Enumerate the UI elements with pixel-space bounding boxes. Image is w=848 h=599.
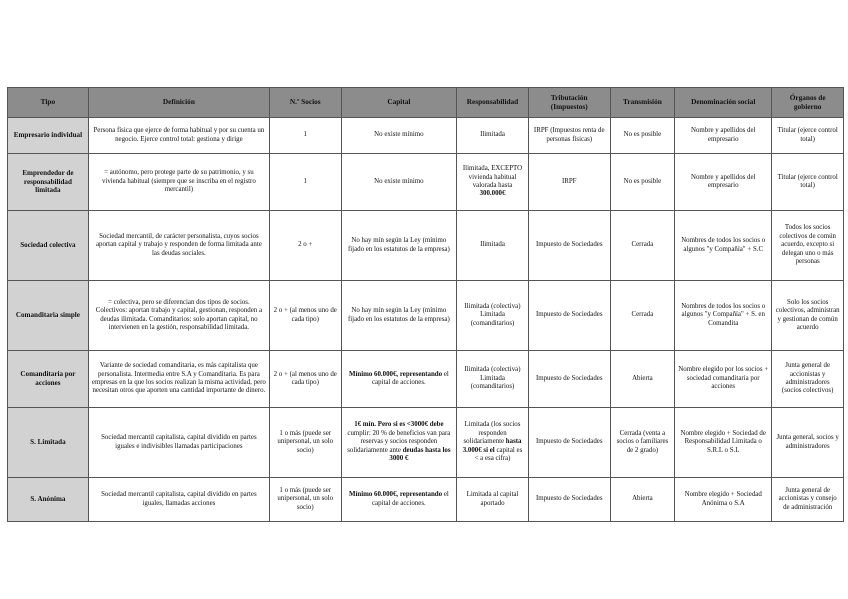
row-definicion: Sociedad mercantil, de carácter personalista, cuyos socios aportan capital y trabajo y responden de forma limitada ante las deudas sociales. <box>88 211 269 281</box>
responsabilidad-limit: 300.000€ <box>479 190 506 198</box>
row-responsabilidad <box>457 408 529 478</box>
capital-text: cumplir: 20 % de beneficios van para reservas y socios responden solidariamente ante <box>347 429 451 454</box>
row-socios: 1 o más (puede ser unipersonal, un solo socio) <box>269 478 341 522</box>
row-tributacion: Impuesto de Sociedades <box>528 408 610 478</box>
table-row <box>8 351 844 408</box>
row-denominacion: Nombre y apellidos del empresario <box>675 154 772 211</box>
row-transmision: Cerrada <box>610 281 674 351</box>
row-responsabilidad: Ilimitada <box>457 118 529 154</box>
header-denominacion: Denominación social <box>675 88 772 118</box>
row-organos: Junta general de accionistas y administradores (socios colectivos) <box>772 351 844 408</box>
row-responsabilidad: Ilimitada (colectiva) Limitada (comanditarios) <box>457 281 529 351</box>
row-organos: Titular (ejerce control total) <box>772 154 844 211</box>
row-responsabilidad: Ilimitada <box>457 211 529 281</box>
row-transmision: Cerrada (venta a socios o familiares de 2 grado) <box>610 408 674 478</box>
row-capital <box>341 478 457 522</box>
row-transmision: No es posible <box>610 118 674 154</box>
row-organos: Junta general de accionistas y consejo de administración <box>772 478 844 522</box>
row-transmision: Abierta <box>610 351 674 408</box>
row-denominacion: Nombre elegido por los socios + sociedad comanditaria por acciones <box>675 351 772 408</box>
row-socios: 1 <box>269 154 341 211</box>
row-socios: 1 <box>269 118 341 154</box>
table-row <box>8 478 844 522</box>
capital-minimum: Mínimo 60.000€, representando <box>348 491 443 499</box>
row-organos: Solo los socios colectivos, administran y gestionan de común acuerdo <box>772 281 844 351</box>
capital-limit: deudas hasta los 3000 € <box>389 446 451 463</box>
row-denominacion: Nombre elegido + Sociedad Anónima o S.A <box>675 478 772 522</box>
row-capital: No hay mín según la Ley (mínimo fijado en los estatutos de la empresa) <box>341 211 457 281</box>
row-tipo: Emprendedor de responsabilidad limitada <box>8 154 89 211</box>
row-tributacion: Impuesto de Sociedades <box>528 211 610 281</box>
row-transmision: Abierta <box>610 478 674 522</box>
row-tipo: S. Limitada <box>8 408 89 478</box>
row-tributacion: Impuesto de Sociedades <box>528 478 610 522</box>
header-definicion: Definición <box>88 88 269 118</box>
row-tributacion: Impuesto de Sociedades <box>528 351 610 408</box>
table-row <box>8 211 844 281</box>
responsabilidad-tail: capital es < a esa cifra) <box>474 446 523 463</box>
table-row <box>8 281 844 351</box>
row-denominacion: Nombres de todos los socios o algunos "y Compañía" + S.C <box>675 211 772 281</box>
row-organos: Titular (ejerce control total) <box>772 118 844 154</box>
header-responsabilidad: Responsabilidad <box>457 88 529 118</box>
header-socios: N.º Socios <box>269 88 341 118</box>
row-responsabilidad <box>457 154 529 211</box>
row-definicion: Sociedad mercantil capitalista, capital dividido en partes iguales e indivisibles llamadas participaciones <box>88 408 269 478</box>
responsabilidad-limit: hasta 3.000€ si el <box>462 438 522 454</box>
row-transmision: Cerrada <box>610 211 674 281</box>
row-socios: 1 o más (puede ser unipersonal, un solo socio) <box>269 408 341 478</box>
row-tipo: S. Anónima <box>8 478 89 522</box>
row-tipo: Comanditaria simple <box>8 281 89 351</box>
row-socios: 2 o + (al menos uno de cada tipo) <box>269 281 341 351</box>
row-responsabilidad: Ilimitada (colectiva) Limitada (comanditarios) <box>457 351 529 408</box>
header-tipo: Tipo <box>8 88 89 118</box>
row-definicion: Sociedad mercantil capitalista, capital dividido en partes iguales, llamadas acciones <box>88 478 269 522</box>
table-row <box>8 154 844 211</box>
row-capital <box>341 351 457 408</box>
table-row <box>8 118 844 154</box>
row-socios: 2 o + <box>269 211 341 281</box>
capital-minimum: 1€ mín. Pero si es <3000€ debe <box>354 421 444 429</box>
row-definicion: Variante de sociedad comanditaria, es más capitalista que personalista. Intermedia entre S.A y Comanditaria. Es para empresas en la que los socios realizan la misma actividad, pero necesitan otros que aporten una cantidad importante de dinero. <box>88 351 269 408</box>
header-organos: Órganos de gobierno <box>772 88 844 118</box>
row-tipo: Comanditaria por acciones <box>8 351 89 408</box>
row-responsabilidad: Limitada al capital aportado <box>457 478 529 522</box>
row-denominacion: Nombre y apellidos del empresario <box>675 118 772 154</box>
row-capital: No existe mínimo <box>341 154 457 211</box>
header-capital: Capital <box>341 88 457 118</box>
row-organos: Todos los socios colectivos de común acuerdo, excepto si delegan uno o más personas <box>772 211 844 281</box>
table-row <box>8 408 844 478</box>
row-tributacion: IRPF (Impuestos renta de personas físicas) <box>528 118 610 154</box>
row-definicion: Persona física que ejerce de forma habitual y por su cuenta un negocio. Ejerce control total: gestiona y dirige <box>88 118 269 154</box>
row-definicion: = colectiva, pero se diferencian dos tipos de socios. Colectivos: aportan trabajo y capital, gestionan, responden a deudas ilimitada. Comanditarios: solo aportan capital, no intervienen en la gestión, responsabilidad limitada. <box>88 281 269 351</box>
row-denominacion: Nombres de todos los socios o algunos "y Compañía" + S. en Comandita <box>675 281 772 351</box>
header-tributacion: Tributación (Impuestos) <box>528 88 610 118</box>
responsabilidad-text: Limitada (los socios responden solidariamente <box>463 421 521 446</box>
row-capital: No hay mín según la Ley (mínimo fijado en los estatutos de la empresa) <box>341 281 457 351</box>
capital-text: el capital de acciones. <box>371 491 449 507</box>
row-denominacion: Nombre elegido + Sociedad de Responsabilidad Limitada o S.R.L o S.L <box>675 408 772 478</box>
row-organos: Junta general, socios y administradores <box>772 408 844 478</box>
capital-text: el capital de acciones. <box>371 370 449 386</box>
row-capital: No existe mínimo <box>341 118 457 154</box>
header-row <box>8 88 844 118</box>
row-tributacion: IRPF <box>528 154 610 211</box>
header-transmision: Transmisión <box>610 88 674 118</box>
company-types-table <box>7 87 844 522</box>
row-definicion: = autónomo, pero protege parte de su patrimonio, y su vivienda habitual (siempre que se inscriba en el registro mercantil) <box>88 154 269 211</box>
row-transmision: No es posible <box>610 154 674 211</box>
row-capital <box>341 408 457 478</box>
row-socios: 2 o + (al menos uno de cada tipo) <box>269 351 341 408</box>
row-tipo: Empresario individual <box>8 118 89 154</box>
responsabilidad-text: Ilimitada, EXCEPTO vivienda habitual valorada hasta <box>462 165 523 189</box>
row-tributacion: Impuesto de Sociedades <box>528 281 610 351</box>
capital-minimum: Mínimo 60.000€, representando <box>348 370 443 378</box>
row-tipo: Sociedad colectiva <box>8 211 89 281</box>
